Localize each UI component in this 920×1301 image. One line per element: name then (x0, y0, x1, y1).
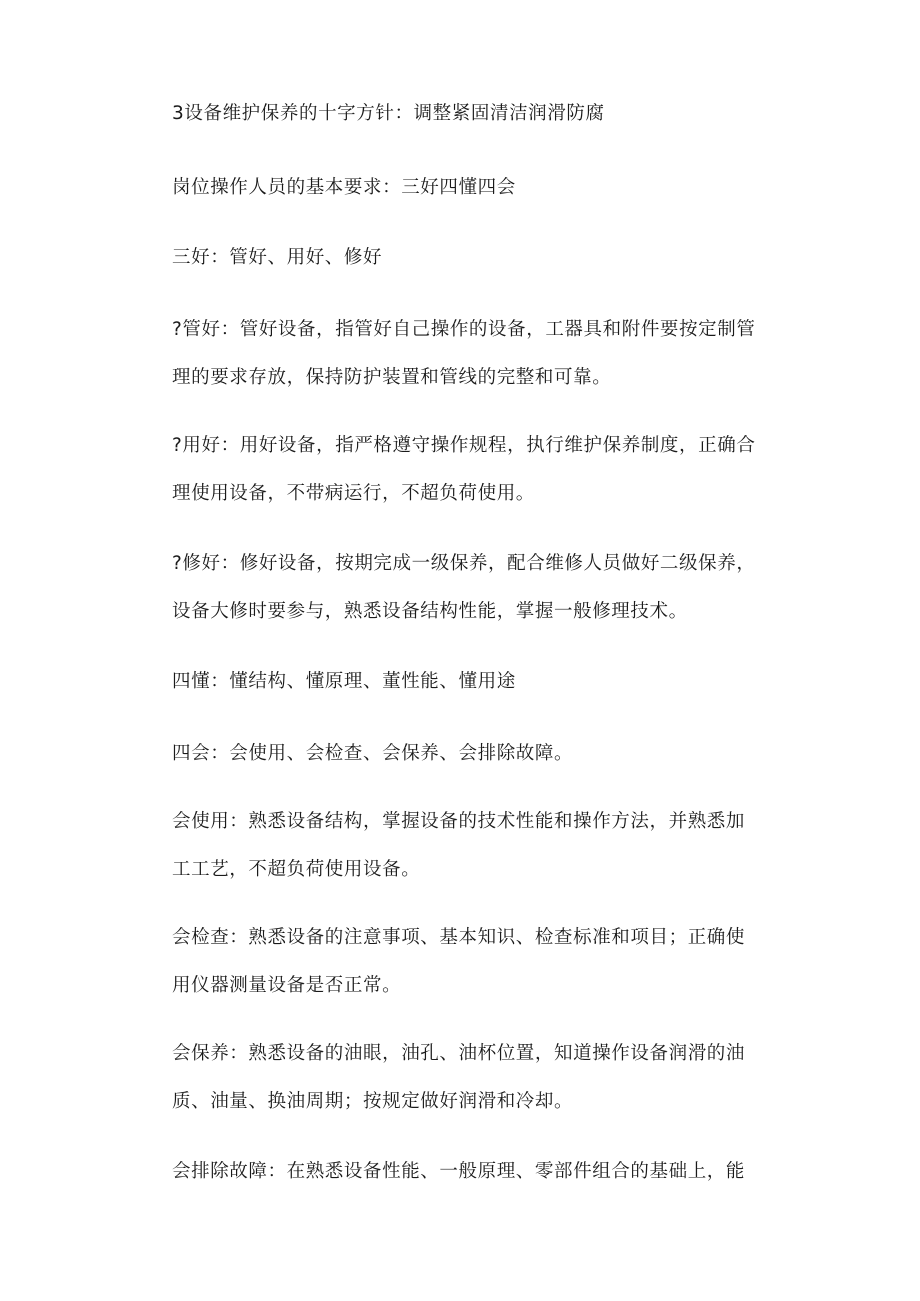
paragraph-use-well (172, 422, 792, 518)
text-line: ?管好：管好设备，指管好自己操作的设备，工器具和附件要按定制管 (172, 319, 756, 340)
text-line: 会排除故障：在熟悉设备性能、一般原理、零部件组合的基础上，能 (172, 1161, 746, 1182)
paragraph-three-goods (172, 234, 792, 282)
text-line: ?用好：用好设备，指严格遵守操作规程，执行维护保养制度，正确合 (172, 435, 756, 456)
text-line: 3设备维护保养的十字方针：调整紧固清洁润滑防腐 (172, 103, 605, 124)
paragraph-can-troubleshoot (172, 1148, 792, 1196)
text-line: 会检查：熟悉设备的注意事项、基本知识、检查标准和项目；正确使 (172, 927, 746, 948)
text-line: 会保养：熟悉设备的油眼，油孔、油杯位置，知道操作设备润滑的油 (172, 1043, 746, 1064)
text-line: 四懂：懂结构、懂原理、董性能、懂用途 (172, 671, 516, 692)
paragraph-can-maintain (172, 1030, 792, 1126)
text-line: 质、油量、换油周期；按规定做好润滑和冷却。 (172, 1091, 574, 1112)
text-line: 用仪器测量设备是否正常。 (172, 975, 402, 996)
text-line: 三好：管好、用好、修好 (172, 247, 383, 268)
text-line: 理使用设备，不带病运行，不超负荷使用。 (172, 483, 535, 504)
paragraph-manage-well (172, 306, 792, 402)
text-line: 工工艺，不超负荷使用设备。 (172, 859, 421, 880)
paragraph-can-inspect (172, 914, 792, 1010)
text-line: 设备大修时要参与，熟悉设备结构性能，掌握一般修理技术。 (172, 601, 688, 622)
text-line: 会使用：熟悉设备结构，掌握设备的技术性能和操作方法，并熟悉加 (172, 811, 746, 832)
paragraph-four-abilities (172, 730, 792, 778)
paragraph-can-use (172, 798, 792, 894)
paragraph-repair-well (172, 540, 792, 636)
paragraph-four-understands (172, 658, 792, 706)
text-line: 理的要求存放，保持防护装置和管线的完整和可靠。 (172, 367, 612, 388)
paragraph-basic-requirements (172, 164, 792, 212)
text-line: 四会：会使用、会检查、会保养、会排除故障。 (172, 743, 574, 764)
text-line: 岗位操作人员的基本要求：三好四懂四会 (172, 177, 516, 198)
text-line: ?修好：修好设备，按期完成一级保养，配合维修人员做好二级保养， (172, 553, 756, 574)
paragraph-maintenance-principle (172, 90, 792, 138)
